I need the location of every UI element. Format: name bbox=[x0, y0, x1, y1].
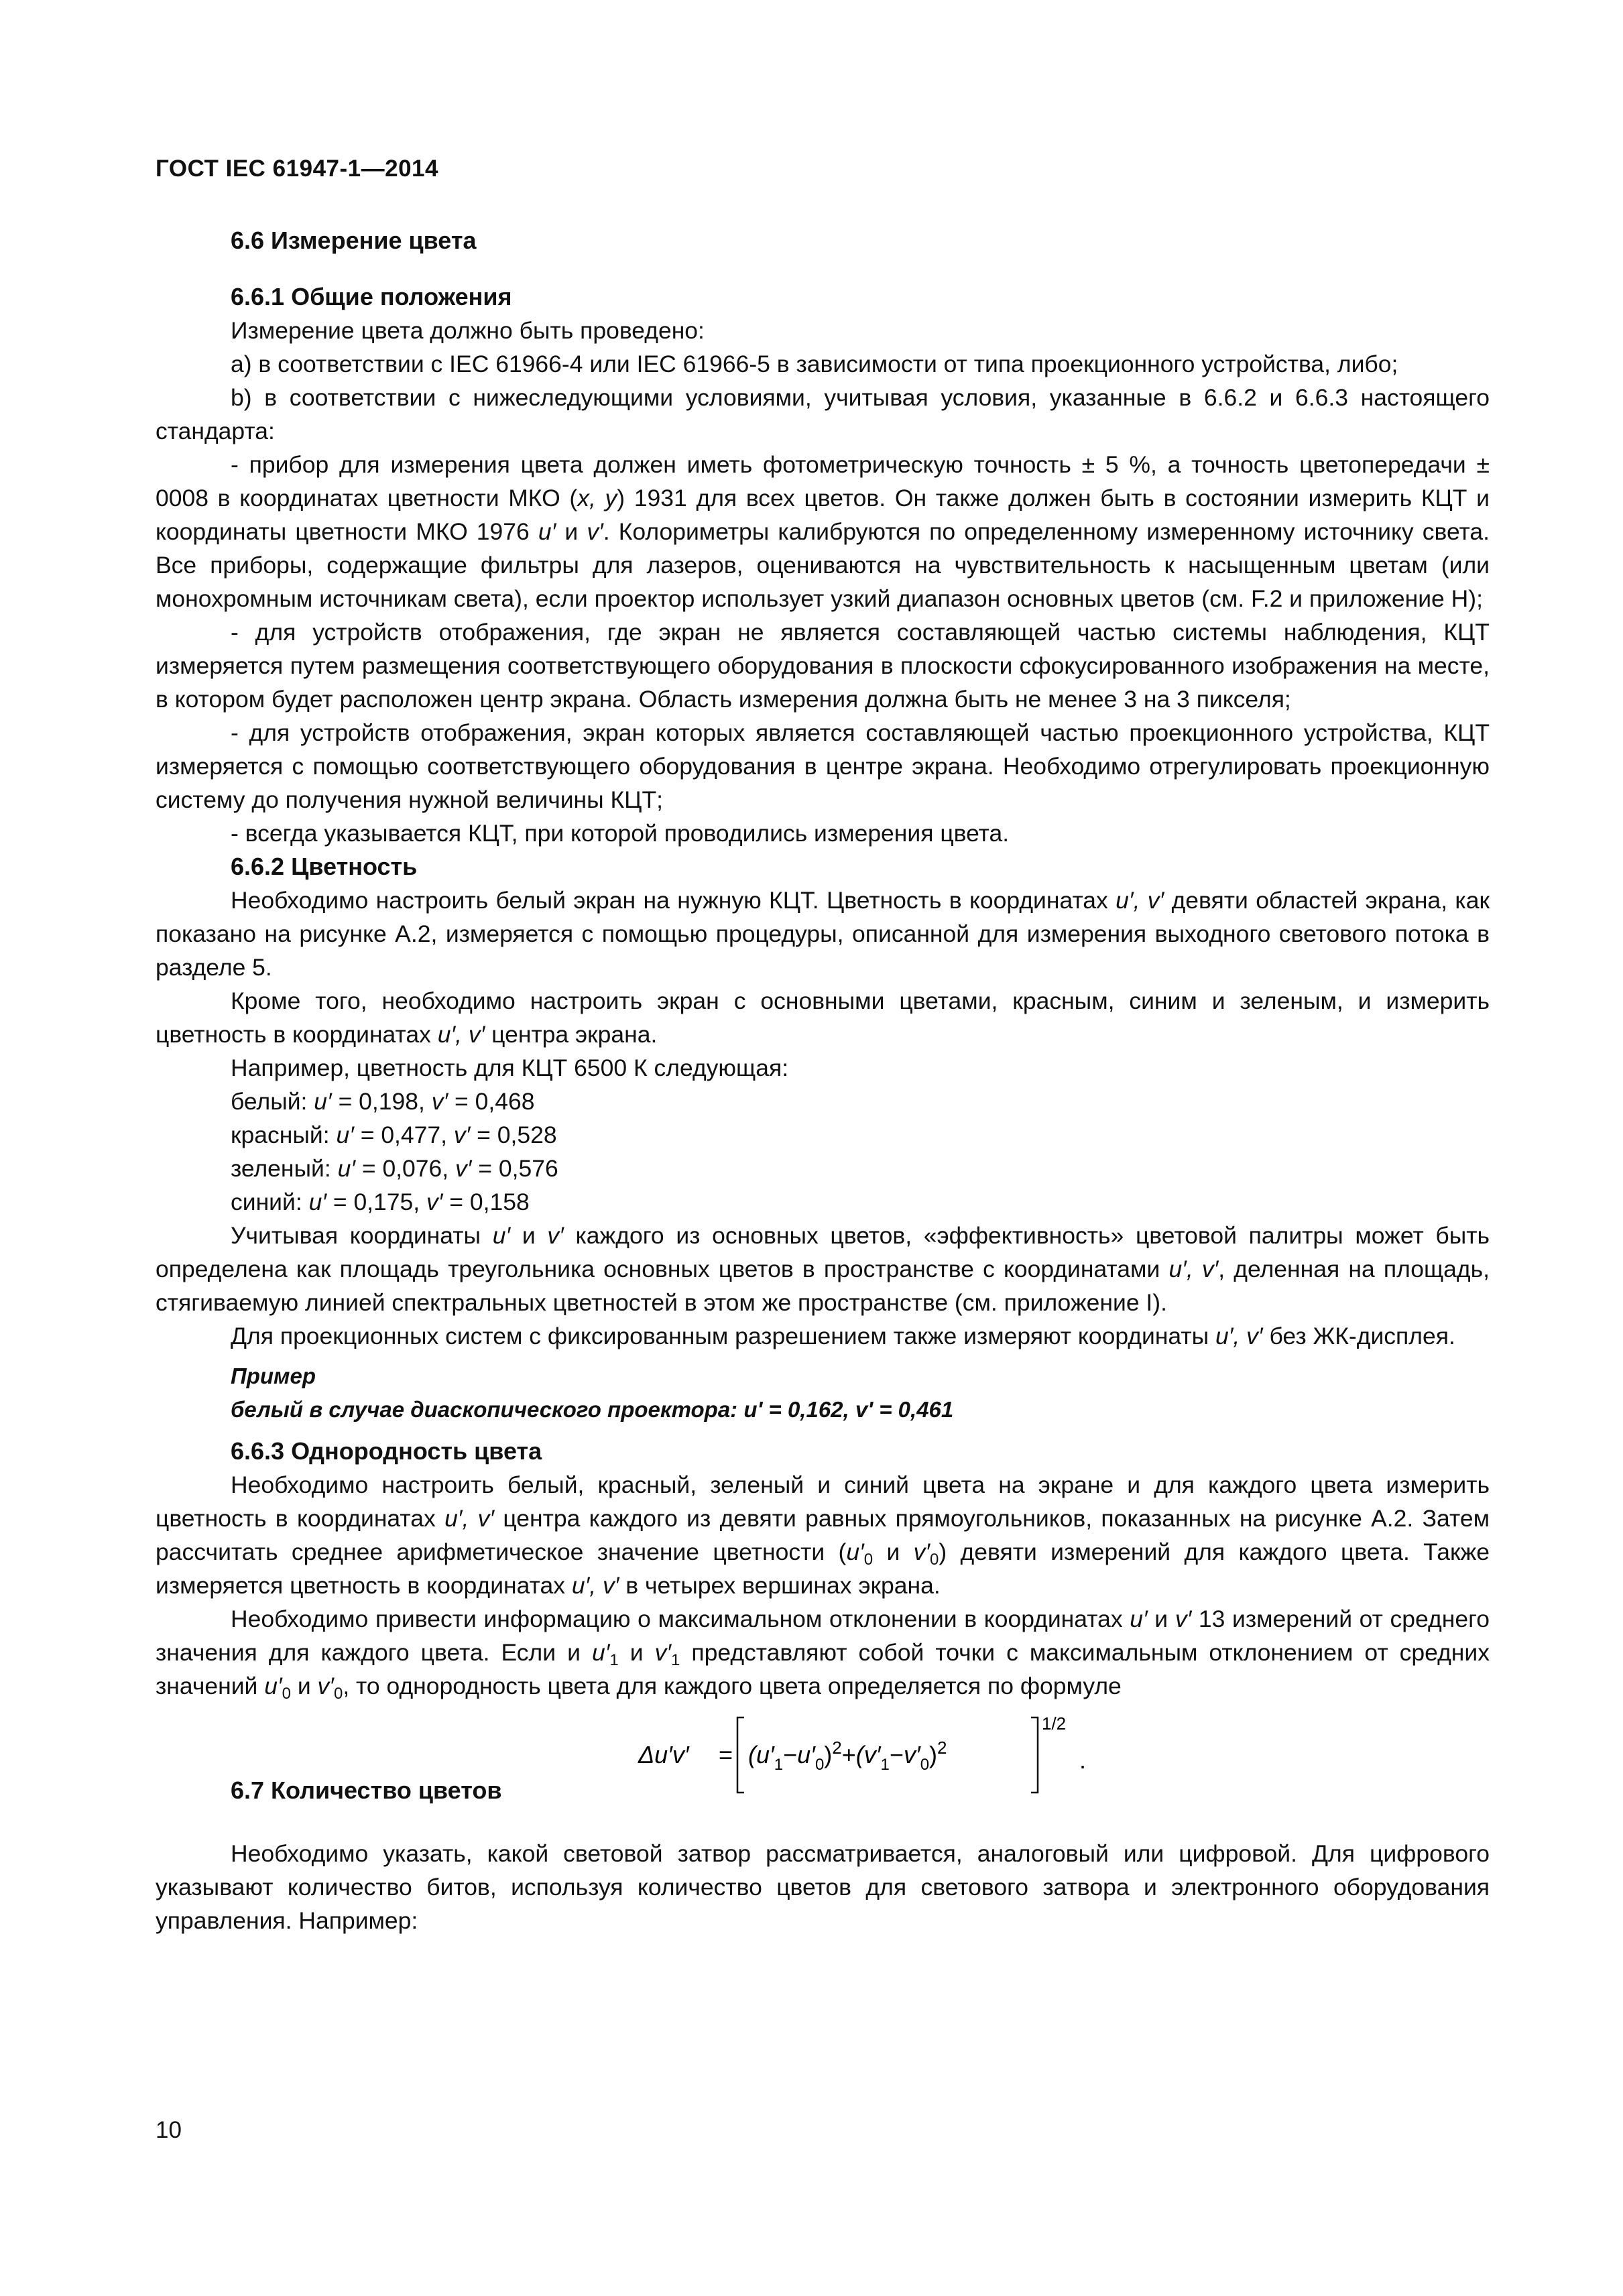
color-value-line: зеленый: u′ = 0,076, v′ = 0,576 bbox=[231, 1155, 558, 1182]
formula-equals: = bbox=[719, 1741, 733, 1768]
paragraph: Необходимо привести информацию о максимальном отклонении в координатах u′ и v′ 13 измерений от среднего значения для каждого цвета. Если и $u'_1$ и $v'_1$ представляют собой точки с максимальным отклонением от средних значений $u'_0$ и $v'_0$, то однородность цвета для каждого цвета определяется по формуле bbox=[156, 1606, 1490, 1703]
bracket-right bbox=[1031, 1717, 1038, 1793]
list-item-a: a) в соответствии с IEC 61966-4 или IEC 61966-5 в зависимости от типа проекционного устройства, либо; bbox=[231, 351, 1398, 377]
section-heading-6-6: 6.6 Измерение цвета bbox=[231, 227, 477, 254]
formula-lhs: Δu′v′ bbox=[638, 1741, 689, 1768]
formula-svg bbox=[638, 1711, 1121, 1798]
uniformity-formula bbox=[638, 1711, 1121, 1807]
formula-period: . bbox=[1079, 1746, 1087, 1774]
section-heading-6-6-2: 6.6.2 Цветность bbox=[231, 853, 418, 880]
paragraph: Измерение цвета должно быть проведено: bbox=[231, 317, 705, 344]
section-heading-6-6-3: 6.6.3 Однородность цвета bbox=[231, 1437, 542, 1465]
formula-exponent: 1/2 bbox=[1042, 1713, 1067, 1734]
bracket-left bbox=[737, 1717, 744, 1793]
color-value-line: красный: u′ = 0,477, v′ = 0,528 bbox=[231, 1122, 557, 1148]
dash-item-1: - прибор для измерения цвета должен иметь фотометрическую точность ± 5 %, а точность цветопередачи ± 0008 в координатах цветности МКО (x, y) 1931 для всех цветов. Он также должен быть в состоянии измерить КЦТ и координаты цветности МКО 1976 u′ и v′. Колориметры калибруются по определенному измеренному источнику света. Все приборы, содержащие фильтры для лазеров, оцениваются на чувствительность к насыщенным цветам (или монохромным источникам света), если проектор использует узкий диапазон основных цветов (см. F.2 и приложение H); bbox=[156, 451, 1490, 612]
paragraph: Кроме того, необходимо настроить экран с основными цветами, красным, синим и зеленым, и измерить цветность в координатах u′, v′ центра экрана. bbox=[156, 987, 1490, 1048]
formula-term1: $(u'_1-u'_0)^2+(v'_1-v'_0)^2$ bbox=[748, 1738, 947, 1774]
section-heading-6-7: 6.7 Количество цветов bbox=[231, 1776, 502, 1804]
paragraph: Необходимо указать, какой световой затвор рассматривается, аналоговый или цифровой. Для цифрового указывают количество битов, используя количество цветов для светового затвора и электронного оборудования управления. Например: bbox=[156, 1840, 1490, 1934]
color-value-line: синий: u′ = 0,175, v′ = 0,158 bbox=[231, 1189, 530, 1215]
color-value-line: белый: u′ = 0,198, v′ = 0,468 bbox=[231, 1088, 535, 1115]
document-body bbox=[156, 224, 1490, 1937]
paragraph: Необходимо настроить белый, красный, зеленый и синий цвета на экране и для каждого цвета измерить цветность в координатах u′, v′ центра каждого из девяти равных прямоугольников, показанных на рисунке А.2. Затем рассчитать среднее арифметическое значение цветности ($u'_0$ и $v'_0$) девяти измерений для каждого цвета. Также измеряется цветность в координатах u′, v′ в четырех вершинах экрана. bbox=[156, 1471, 1490, 1599]
document-header: ГОСТ IEC 61947-1—2014 bbox=[156, 156, 438, 182]
uniformity-formula-row bbox=[156, 1707, 1490, 1801]
dash-item-3: - для устройств отображения, экран которых является составляющей частью проекционного устройства, КЦТ измеряется с помощью соответствующего оборудования в центре экрана. Необходимо отрегулировать проекционную систему до получения нужной величины КЦТ; bbox=[156, 719, 1490, 813]
paragraph: Например, цветность для КЦТ 6500 К следующая: bbox=[231, 1054, 789, 1081]
example-text: белый в случае диаскопического проектора: u' = 0,162, v' = 0,461 bbox=[231, 1397, 954, 1422]
paragraph: Необходимо настроить белый экран на нужную КЦТ. Цветность в координатах u′, v′ девяти областей экрана, как показано на рисунке А.2, измеряется с помощью процедуры, описанной для измерения выходного светового потока в разделе 5. bbox=[156, 887, 1490, 981]
page-number: 10 bbox=[156, 2117, 182, 2143]
list-item-b: b) в соответствии с нижеследующими условиями, учитывая условия, указанные в 6.6.2 и 6.6.3 настоящего стандарта: bbox=[156, 384, 1490, 444]
section-heading-6-6-1: 6.6.1 Общие положения bbox=[231, 283, 512, 310]
dash-item-2: - для устройств отображения, где экран не является составляющей частью системы наблюдения, КЦТ измеряется путем размещения соответствующего оборудования в плоскости сфокусированного изображения на месте, в котором будет расположен центр экрана. Область измерения должна быть не менее 3 на 3 пикселя; bbox=[156, 619, 1490, 713]
paragraph: Для проекционных систем с фиксированным разрешением также измеряют координаты u′, v′ без ЖК-дисплея. bbox=[231, 1323, 1455, 1349]
paragraph: Учитывая координаты u′ и v′ каждого из основных цветов, «эффективность» цветовой палитры может быть определена как площадь треугольника основных цветов в пространстве с координатами u′, v′, деленная на площадь, стягиваемую линией спектральных цветностей в этом же пространстве (см. приложение I). bbox=[156, 1222, 1490, 1316]
dash-item-4: - всегда указывается КЦТ, при которой проводились измерения цвета. bbox=[231, 820, 1010, 847]
example-label: Пример bbox=[231, 1364, 316, 1388]
